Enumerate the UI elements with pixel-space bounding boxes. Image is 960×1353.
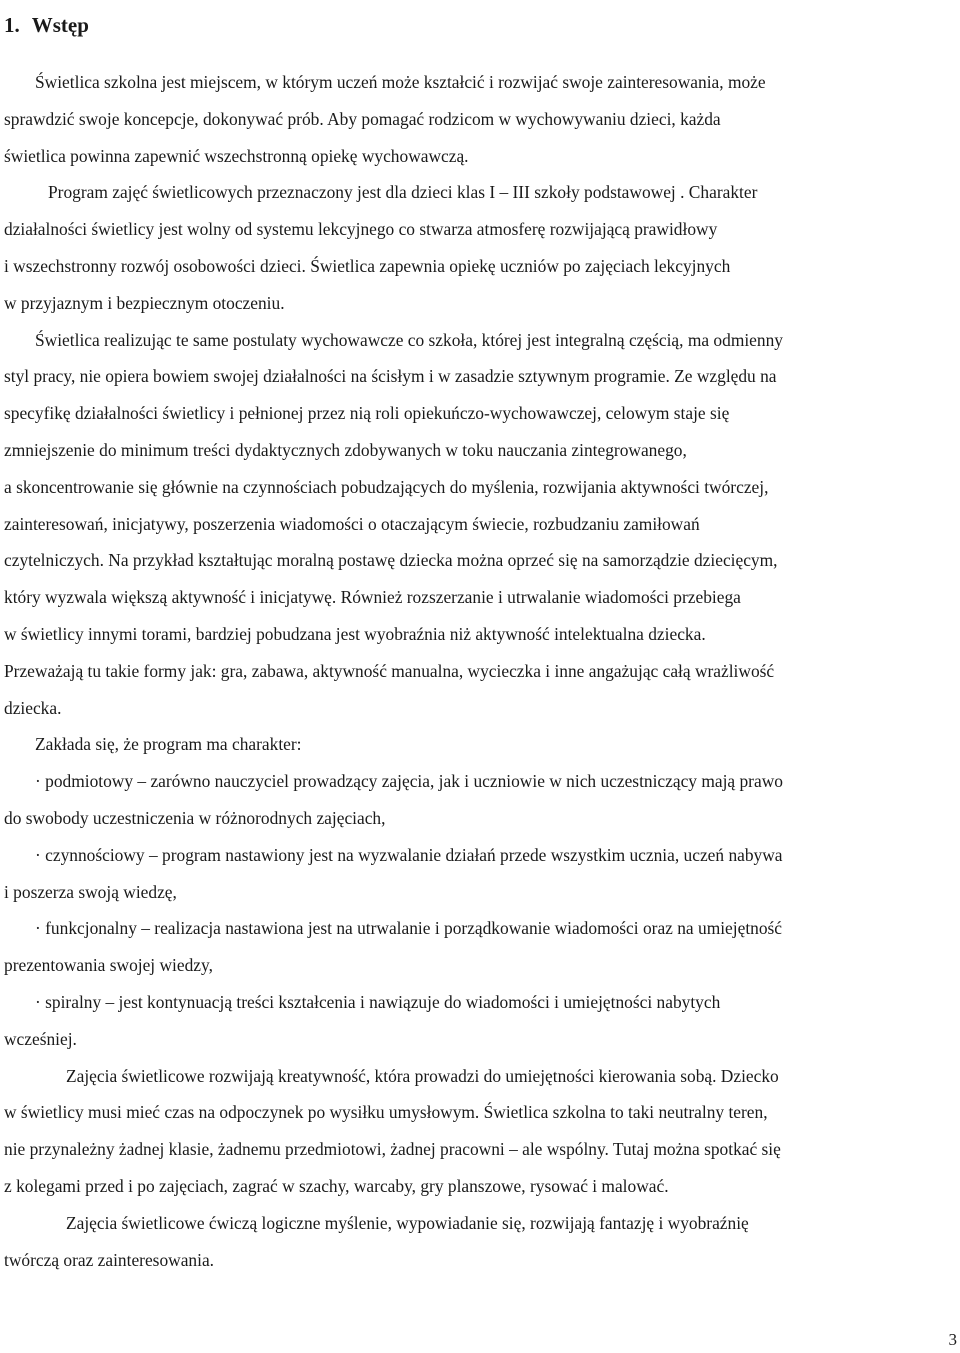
text-line: Świetlica szkolna jest miejscem, w którym uczeń może kształcić i rozwijać swoje zainteresowania, może	[35, 72, 766, 92]
list-item-czynnosciowy: · czynnościowy – program nastawiony jest na wyzwalanie działań przede wszystkim ucznia, uczeń nabywa	[35, 844, 783, 865]
paragraph-logic	[4, 1205, 959, 1279]
text-line: Zajęcia świetlicowe rozwijają kreatywność, która prowadzi do umiejętności kierowania sobą. Dziecko	[66, 1065, 779, 1086]
list-item-funkcjonalny: · funkcjonalny – realizacja nastawiona jest na utrwalanie i porządkowanie wiadomości oraz na umiejętność	[35, 918, 783, 939]
text-line: specyfikę działalności świetlicy i pełnionej przez nią roli opiekuńczo-wychowawczej, celowym staje się	[4, 403, 730, 424]
text-line: świetlica powinna zapewnić wszechstronną opiekę wychowawczą.	[4, 145, 469, 166]
paragraph-program	[4, 174, 959, 321]
text-line: i wszechstronny rozwój osobowości dzieci. Świetlica zapewnia opiekę uczniów po zajęciach lekcyjnych	[4, 255, 731, 276]
text-line: Zakłada się, że program ma charakter:	[35, 734, 302, 755]
paragraph-characteristics	[4, 726, 959, 1057]
text-line: twórczą oraz zainteresowania.	[4, 1249, 215, 1270]
text-line: a skoncentrowanie się głównie na czynnościach pobudzających do myślenia, rozwijania aktywności twórczej,	[4, 476, 769, 497]
text-line: w świetlicy innymi torami, bardziej pobudzana jest wyobraźnia niż aktywność intelektualna dziecka.	[4, 623, 706, 644]
text-line: wcześniej.	[4, 1028, 77, 1049]
document-body	[4, 64, 959, 1278]
section-number: 1.	[4, 13, 20, 38]
section-heading	[4, 12, 89, 38]
paragraph-intro	[4, 64, 959, 174]
text-line: Przeważają tu takie formy jak: gra, zabawa, aktywność manualna, wycieczka i inne angażując całą wrażliwość	[4, 660, 775, 681]
section-title: Wstęp	[31, 13, 89, 38]
text-line: w przyjaznym i bezpiecznym otoczeniu.	[4, 292, 285, 313]
text-line: działalności świetlicy jest wolny od systemu lekcyjnego co stwarza atmosferę rozwijającą prawidłowy	[4, 219, 718, 240]
text-line: zainteresowań, inicjatywy, poszerzenia wiadomości o otaczającym świecie, rozbudzaniu zamiłowań	[4, 513, 700, 534]
text-line: który wyzwala większą aktywność i inicjatywę. Również rozszerzanie i utrwalanie wiadomości przebiega	[4, 587, 741, 608]
page-number: 3	[948, 1330, 957, 1349]
text-line: i poszerza swoją wiedzę,	[4, 881, 177, 902]
list-item-podmiotowy: · podmiotowy – zarówno nauczyciel prowadzący zajęcia, jak i uczniowie w nich uczestniczący mają prawo	[35, 771, 783, 792]
text-line: w świetlicy musi mieć czas na odpoczynek po wysiłku umysłowym. Świetlica szkolna to taki neutralny teren,	[4, 1102, 768, 1123]
text-line: do swobody uczestniczenia w różnorodnych zajęciach,	[4, 807, 386, 828]
text-line: nie przynależny żadnej klasie, żadnemu przedmiotowi, żadnej pracowni – ale wspólny. Tutaj można spotkać się	[4, 1139, 781, 1160]
text-line: styl pracy, nie opiera bowiem swojej działalności na ścisłym i w zasadzie sztywnym programie. Ze względu na	[4, 366, 777, 387]
paragraph-creativity	[4, 1058, 959, 1205]
text-line: z kolegami przed i po zajęciach, zagrać w szachy, warcaby, gry planszowe, rysować i malować.	[4, 1175, 669, 1196]
paragraph-postulates	[4, 322, 959, 727]
text-line: Zajęcia świetlicowe ćwiczą logiczne myślenie, wypowiadanie się, rozwijają fantazję i wyobraźnię	[66, 1212, 749, 1233]
text-line: dziecka.	[4, 697, 62, 718]
text-line: prezentowania swojej wiedzy,	[4, 955, 213, 976]
text-line: czytelniczych. Na przykład kształtując moralną postawę dziecka można oprzeć się na samorządzie dziecięcym,	[4, 550, 778, 571]
text-line: Świetlica realizując te same postulaty wychowawcze co szkoła, której jest integralną częścią, ma odmienny	[35, 329, 783, 350]
text-line: Program zajęć świetlicowych przeznaczony jest dla dzieci klas I – III szkoły podstawowej . Charakter	[48, 182, 758, 203]
list-item-spiralny: · spiralny – jest kontynuacją treści kształcenia i nawiązuje do wiadomości i umiejętności nabytych	[35, 991, 721, 1012]
text-line: sprawdzić swoje koncepcje, dokonywać prób. Aby pomagać rodzicom w wychowywaniu dzieci, każda	[4, 108, 721, 129]
text-line: zmniejszenie do minimum treści dydaktycznych zdobywanych w toku nauczania zintegrowanego,	[4, 439, 687, 460]
